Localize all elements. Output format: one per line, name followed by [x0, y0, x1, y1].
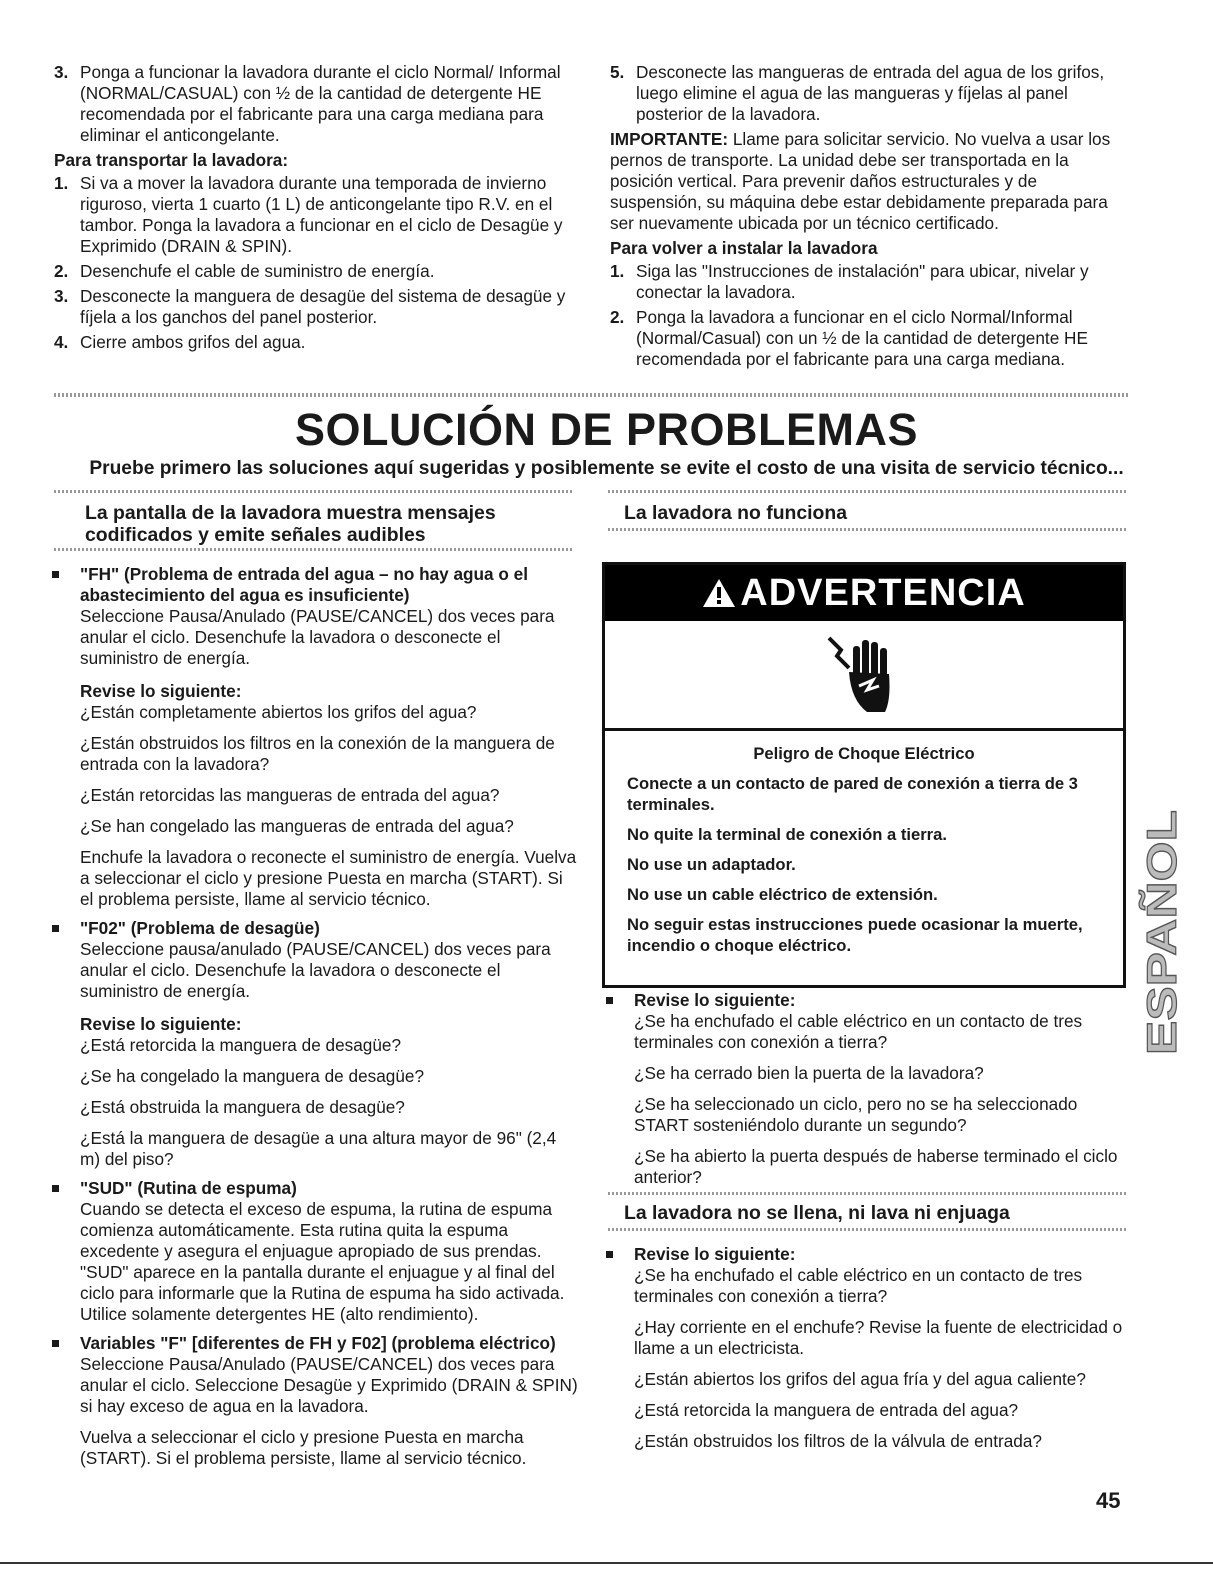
top-left-column [54, 62, 574, 357]
list-item: 4. Cierre ambos grifos del agua. [54, 332, 306, 352]
left-heading-rule-top [54, 490, 572, 493]
variables-item: Variables "F" [diferentes de FH y F02] (problema eléctrico) Seleccione Pausa/Anulado (PAUSE/CANCEL) dos veces para anular el ciclo. Seleccione Desagüe y Exprimido (DRAIN & SPIN) si hay exceso de agua en la lavadora. Vuelva a seleccionar el ciclo y presione Puesta en marcha (START). Si el problema persiste, llame al servicio técnico. [50, 1333, 580, 1469]
important-note: IMPORTANTE: Llame para solicitar servicio. No vuelva a usar los pernos de transporte. La unidad debe ser transportada en la posición vertical. Para prevenir daños estructurales y de suspensión, su máquina debe estar debidamente preparada para ser nuevamente ubicada por un técnico certificado. [610, 129, 1111, 233]
bullet-icon [606, 1251, 613, 1258]
reinstall-list [610, 261, 1130, 370]
left-section-heading: La pantalla de la lavadora muestra mensajes codificados y emite señales audibles [85, 502, 496, 546]
check-item: Revise lo siguiente: ¿Se ha enchufado el cable eléctrico en un contacto de tres terminales con conexión a tierra? ¿Se ha cerrado bien la puerta de la lavadora? ¿Se ha seleccionado un ciclo, pero no se ha seleccionado START sosteniéndolo durante un segundo? ¿Se ha abierto la puerta después de haberse terminado el ciclo anterior? [604, 990, 1124, 1188]
bottom-rule [0, 1562, 1213, 1564]
hazard-title: Peligro de Choque Eléctrico [753, 744, 975, 763]
f02-item: "F02" (Problema de desagüe) Seleccione pausa/anulado (PAUSE/CANCEL) dos veces para anular el ciclo. Desenchufe la lavadora o desconecte el suministro de energía. Revise lo siguiente: ¿Está retorcida la manguera de desagüe? ¿Se ha congelado la manguera de desagüe? ¿Está obstruida la manguera de desagüe? ¿Está la manguera de desagüe a una altura mayor de 96" (2,4 m) del piso? [50, 918, 580, 1170]
list-item: 2. Ponga la lavadora a funcionar en el ciclo Normal/Informal (Normal/Casual) con un ½ de la cantidad de detergente HE recomendada por el fabricante para una carga mediana. [610, 307, 1088, 369]
right-section-heading-2: La lavadora no se llena, ni lava ni enjuaga [624, 1202, 1010, 1224]
warning-body: Peligro de Choque Eléctrico Conecte a un contacto de pared de conexión a tierra de 3 terminales. No quite la terminal de conexión a tierra. No use un adaptador. No use un cable eléctrico de extensión. No seguir estas instrucciones puede ocasionar la muerte, incendio o choque eléctrico. [605, 731, 1123, 956]
top-left-continued-list [54, 62, 574, 146]
page-title: SOLUCIÓN DE PROBLEMAS [294, 404, 919, 455]
warning-icon-area [605, 621, 1123, 731]
right-heading-rule-top [608, 490, 1128, 493]
list-item: 3. Desconecte la manguera de desagüe del sistema de desagüe y fíjela a los ganchos del panel posterior. [54, 286, 566, 327]
check-item: Revise lo siguiente: ¿Se ha enchufado el cable eléctrico en un contacto de tres terminales con conexión a tierra? ¿Hay corriente en el enchufe? Revise la fuente de electricidad o llame a un electricista. ¿Están abiertos los grifos del agua fría y del agua caliente? ¿Está retorcida la manguera de entrada del agua? ¿Están obstruidos los filtros de la válvula de entrada? [604, 1244, 1128, 1452]
warning-box [602, 562, 1126, 988]
bullet-icon [52, 925, 59, 932]
bullet-icon [52, 1185, 59, 1192]
left-column [50, 564, 580, 1475]
side-tab-label: ESPAÑOL [1138, 855, 1185, 1055]
transport-heading: Para transportar la lavadora: [54, 150, 289, 170]
list-item: 5. Desconecte las mangueras de entrada del agua de los grifos, luego elimine el agua de las mangueras y fíjelas al panel posterior de la lavadora. [610, 62, 1105, 124]
left-heading-rule-bottom [54, 548, 572, 551]
electric-shock-hand-icon [819, 630, 909, 720]
right-heading2-rule-top [608, 1192, 1128, 1195]
sud-item: "SUD" (Rutina de espuma) Cuando se detecta el exceso de espuma, la rutina de espuma comienza automáticamente. Esta rutina quita la espuma excedente y asegura el enjuague apropiado de sus prendas. "SUD" aparece en la pantalla durante el enjuague y al final del ciclo para informarle que la Rutina de espuma ha sido activada. Utilice solamente detergentes HE (alto rendimiento). [50, 1178, 580, 1325]
bullet-icon [606, 997, 613, 1004]
bullet-icon [52, 571, 59, 578]
right-section-heading: La lavadora no funciona [624, 502, 848, 524]
transport-list [54, 173, 574, 353]
fh-item: "FH" (Problema de entrada del agua – no hay agua o el abastecimiento del agua es insuficiente) Seleccione Pausa/Anulado (PAUSE/CANCEL) dos veces para anular el ciclo. Desenchufe la lavadora o desconecte el suministro de energía. Revise lo siguiente: ¿Están completamente abiertos los grifos del agua? ¿Están obstruidos los filtros en la conexión de la manguera de entrada con la lavadora? ¿Están retorcidas las mangueras de entrada del agua? ¿Se han congelado las mangueras de entrada del agua? Enchufe la lavadora o reconecte el suministro de energía. Vuelva a seleccionar el ciclo y presione Puesta en marcha (START). Si el problema persiste, llame al servicio técnico. [50, 564, 580, 910]
list-item: 3. Ponga a funcionar la lavadora durante el ciclo Normal/ Informal (NORMAL/CASUAL) con ½ de la cantidad de detergente HE recomendada por el fabricante para una carga mediana para eliminar el anticongelante. [54, 62, 561, 145]
list-item: 1. Si va a mover la lavadora durante una temporada de invierno riguroso, vierta 1 cuarto (1 L) de anticongelante tipo R.V. en el tambor. Ponga la lavadora a funcionar en el ciclo de Desagüe y Exprimido (DRAIN & SPIN). [54, 173, 563, 256]
list-item: 2. Desenchufe el cable de suministro de energía. [54, 261, 435, 281]
warning-header: ADVERTENCIA [605, 565, 1123, 621]
page-subtitle: Pruebe primero las soluciones aquí sugeridas y posiblemente se evite el costo de una visita de servicio técnico... [89, 458, 1124, 479]
bullet-icon [52, 1340, 59, 1347]
right-check-1 [604, 990, 1124, 1194]
right-heading2-rule-bottom [608, 1228, 1128, 1231]
section-divider [54, 393, 1130, 397]
top-right-continued-list [610, 62, 1130, 125]
reinstall-heading: Para volver a instalar la lavadora [610, 238, 878, 258]
side-tab-language [1138, 805, 1186, 1055]
right-check-2 [604, 1244, 1128, 1458]
page-number: 45 [1096, 1488, 1121, 1513]
right-heading-rule-bottom [608, 528, 1128, 531]
top-right-column [610, 62, 1130, 374]
list-item: 1. Siga las "Instrucciones de instalación" para ubicar, nivelar y conectar la lavadora. [610, 261, 1089, 302]
warning-triangle-icon [702, 578, 736, 608]
